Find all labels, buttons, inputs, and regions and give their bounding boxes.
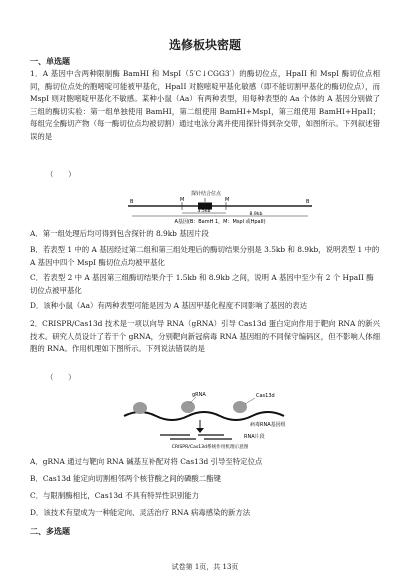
site-b-right: B [306, 199, 310, 205]
question-2-cas13d-figure [120, 388, 300, 450]
probe-label: 探针结合位点 [190, 191, 222, 197]
q1-option-b: B．若表型 1 中的 A 基因经过第二组和第三组处理后的酶切结果分别是 3.5kb 和 8.9kb，说明表型 1 中的 A 基因中四个 MspI 酶切位点均被甲基化 [30, 245, 380, 267]
site-b-left: B [130, 199, 134, 205]
section-heading-single-choice: 一、单选题 [30, 57, 70, 66]
cas13d-complex-3 [233, 401, 247, 413]
cas13d-pointer [245, 398, 255, 404]
viral-genome-label: 病毒RNA基因组 [250, 422, 286, 428]
cas13d-complex-2 [181, 401, 195, 413]
arrow-head [196, 428, 204, 433]
figure-1-legend: A基因(B：BamH 1，M：MspI 或HpaII) [174, 219, 266, 224]
question-2-stem: 2．CRISPR/Cas13d 技术是一项以向导 RNA（gRNA）引导 Cas13d 蛋白定向作用于靶向 RNA 的新兴技术。研究人员设计了若干个 gRNA，分别靶向新冠病毒 RNA 基因组的不同保守编码区，但不影响人体细胞的 RNA。作用机理如下图所示。下列说法错误的是 [30, 319, 380, 354]
q2-option-c: C．与限制酶相比，Cas13d 不具有特异性识别能力 [30, 491, 200, 500]
section-heading-multi-choice: 二、多选题 [30, 527, 70, 536]
page-title: 选修板块密题 [168, 38, 241, 52]
q2-option-a: A．gRNA 通过与靶向 RNA 碱基互补配对将 Cas13d 引导至特定位点 [30, 457, 263, 466]
question-1-stem: 1．A 基因中含两种限制酶 BamHI 和 MspI（5′C↓CGG3′）的酶切位点，HpaII 和 MspI 酶切位点相同，酶切位点处的胞嘧啶可能被甲基化，HpaII 对胞嘧啶甲基化敏感（即不能切割甲基化的酶切位点），而 MspI 则对胞嘧啶甲基化不敏感。某种小鼠（Aa）有两种表型，用每种表型的 Aa 个体的 A 基因分别做了三组的酶切实验：第一组单独使用 BamHI，第二组使用 BamHI+MspI，第三组使用 BamHI+HpaII；每组完全酶切产物（每一酶切位点均被切割）通过电泳分离并使用探针得到杂交带，如图所示。下列叙述错误的是 [30, 69, 380, 141]
q1-option-d: D．该种小鼠（Aa）有两种表型可能是因为 A 基因甲基化程度不同影响了基因的表达 [30, 301, 307, 310]
q2-option-b: B．Cas13d 能定向切割相邻两个核苷酸之间的磷酸二酯键 [30, 474, 221, 483]
rna-fragment-label: RNA片段 [244, 434, 265, 440]
page-footer: 试卷第 1页，共 13页 [171, 563, 239, 571]
q1-option-c: C．若表型 2 中 A 基因第三组酶切结果介于 1.5kb 和 8.9kb 之间，说明 A 基因中至少有 2 个 HpaII 酶切位点被甲基化 [30, 273, 374, 295]
cas13d-label: Cas13d [256, 393, 275, 399]
question-1-gene-map-figure [120, 184, 320, 224]
grna-label: gRNA [192, 392, 206, 398]
q1-option-a: A．第一组处理后均可得到包含探针的 8.9kb 基因片段 [30, 229, 209, 238]
q2-option-d: D．该技术有望成为一种能定向、灵活治疗 RNA 病毒感染的新方法 [30, 508, 251, 517]
site-m-right: M [225, 197, 230, 203]
question-2-paren: （ ） [46, 373, 76, 382]
dim-3-5kb: 3.5kb [197, 209, 211, 214]
viral-rna-strand [124, 412, 284, 420]
dim-8-9kb: 8.9kb [249, 212, 263, 217]
question-1-paren: （ ） [46, 170, 76, 179]
cas13d-complex-1 [133, 402, 147, 414]
site-m-left: M [180, 197, 185, 203]
figure-2-caption: CRISPR/Cas13d系统作用机理示意图 [171, 445, 249, 450]
